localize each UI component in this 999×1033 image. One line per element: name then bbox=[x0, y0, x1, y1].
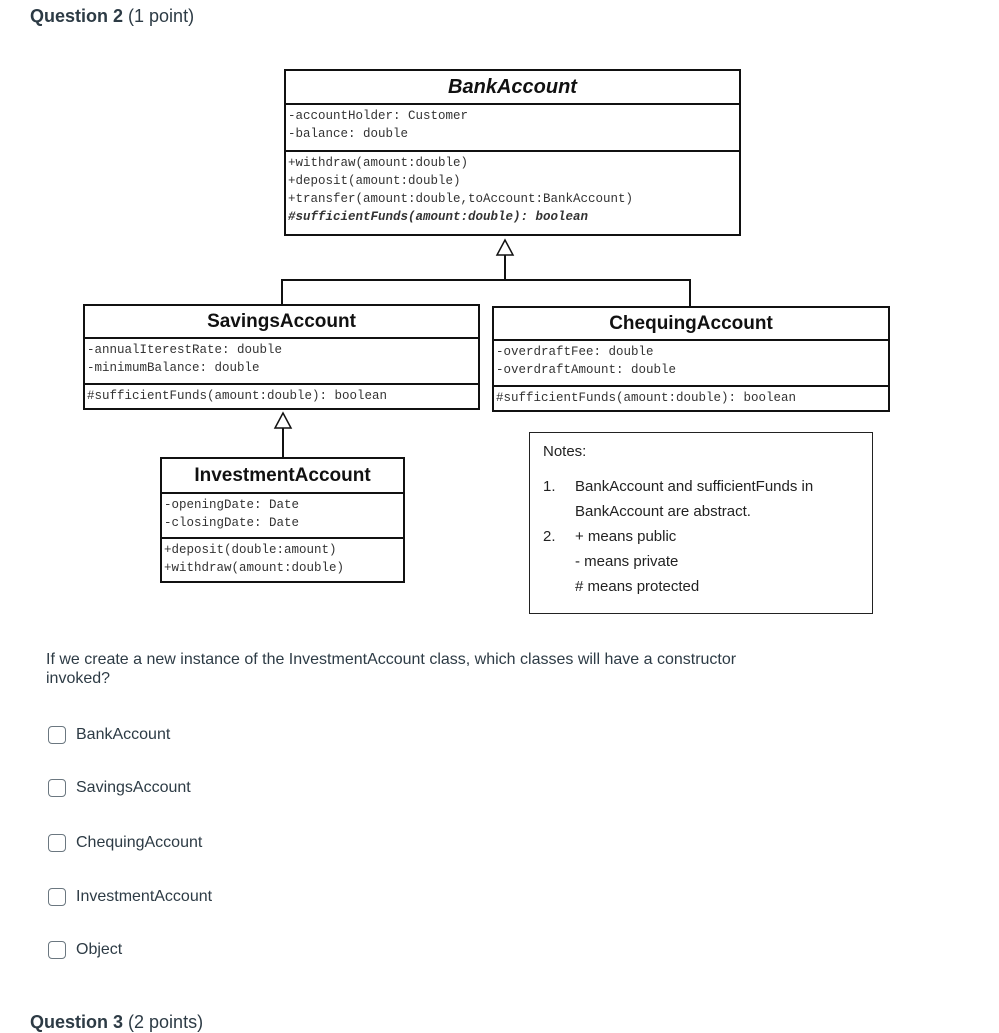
option-investmentaccount[interactable] bbox=[48, 888, 212, 906]
question-points: (1 point) bbox=[128, 6, 195, 26]
question-text: If we create a new instance of the InvestmentAccount class, which classes will have a constructor invoked? bbox=[46, 651, 737, 687]
option-bankaccount[interactable] bbox=[48, 726, 170, 744]
option-savingsaccount[interactable] bbox=[48, 779, 191, 797]
class-attribute: -minimumBalance: double bbox=[87, 361, 260, 375]
note-number: 1. bbox=[543, 478, 556, 495]
class-name: BankAccount bbox=[286, 71, 739, 105]
notes-title: Notes: bbox=[543, 443, 587, 460]
class-method: +withdraw(amount:double) bbox=[164, 561, 345, 575]
class-attribute: -closingDate: Date bbox=[164, 516, 300, 530]
note-line: + means public bbox=[575, 528, 677, 545]
option-label[interactable]: SavingsAccount bbox=[76, 779, 191, 796]
class-method: #sufficientFunds(amount:double): boolean bbox=[87, 389, 388, 403]
uml-class-savingsaccount bbox=[83, 304, 480, 410]
class-attribute: -overdraftAmount: double bbox=[496, 363, 677, 377]
checkbox[interactable] bbox=[48, 941, 66, 959]
inheritance-arrow-savings bbox=[275, 413, 291, 428]
class-method: +transfer(amount:double,toAccount:BankAccount) bbox=[288, 192, 634, 206]
class-attribute: -annualIterestRate: double bbox=[87, 343, 283, 357]
class-method: #sufficientFunds(amount:double): boolean bbox=[496, 391, 797, 405]
next-question-points: (2 points) bbox=[128, 1012, 204, 1032]
class-name: ChequingAccount bbox=[494, 308, 888, 341]
class-attribute: -openingDate: Date bbox=[164, 498, 300, 512]
class-attribute: -accountHolder: Customer bbox=[288, 109, 469, 123]
next-question-header bbox=[30, 1012, 203, 1033]
class-method: +deposit(double:amount) bbox=[164, 543, 337, 557]
class-attribute: -balance: double bbox=[288, 127, 409, 141]
class-method: #sufficientFunds(amount:double): boolean bbox=[288, 210, 589, 224]
checkbox[interactable] bbox=[48, 888, 66, 906]
option-chequingaccount[interactable] bbox=[48, 834, 202, 852]
class-method: +deposit(amount:double) bbox=[288, 174, 461, 188]
option-label[interactable]: Object bbox=[76, 941, 123, 958]
checkbox[interactable] bbox=[48, 779, 66, 797]
class-attribute: -overdraftFee: double bbox=[496, 345, 654, 359]
note-number: 2. bbox=[543, 528, 556, 545]
option-label[interactable]: BankAccount bbox=[76, 726, 171, 743]
class-method: +withdraw(amount:double) bbox=[288, 156, 469, 170]
uml-class-bankaccount bbox=[284, 69, 741, 236]
note-line: BankAccount are abstract. bbox=[575, 503, 751, 520]
uml-class-chequingaccount bbox=[492, 306, 890, 412]
option-label[interactable]: InvestmentAccount bbox=[76, 888, 213, 905]
next-question-title: Question 3 bbox=[30, 1012, 124, 1032]
checkbox[interactable] bbox=[48, 834, 66, 852]
uml-class-investmentaccount bbox=[160, 457, 405, 583]
class-name: InvestmentAccount bbox=[162, 459, 403, 494]
note-line: # means protected bbox=[575, 578, 700, 595]
question-title: Question 2 bbox=[30, 6, 124, 26]
notes-box bbox=[529, 432, 873, 614]
note-line: BankAccount and sufficientFunds in bbox=[575, 478, 814, 495]
checkbox[interactable] bbox=[48, 726, 66, 744]
option-label[interactable]: ChequingAccount bbox=[76, 834, 203, 851]
option-object[interactable] bbox=[48, 941, 122, 959]
inheritance-arrow-bank bbox=[497, 240, 513, 255]
note-line: - means private bbox=[575, 553, 679, 570]
class-name: SavingsAccount bbox=[85, 306, 478, 339]
